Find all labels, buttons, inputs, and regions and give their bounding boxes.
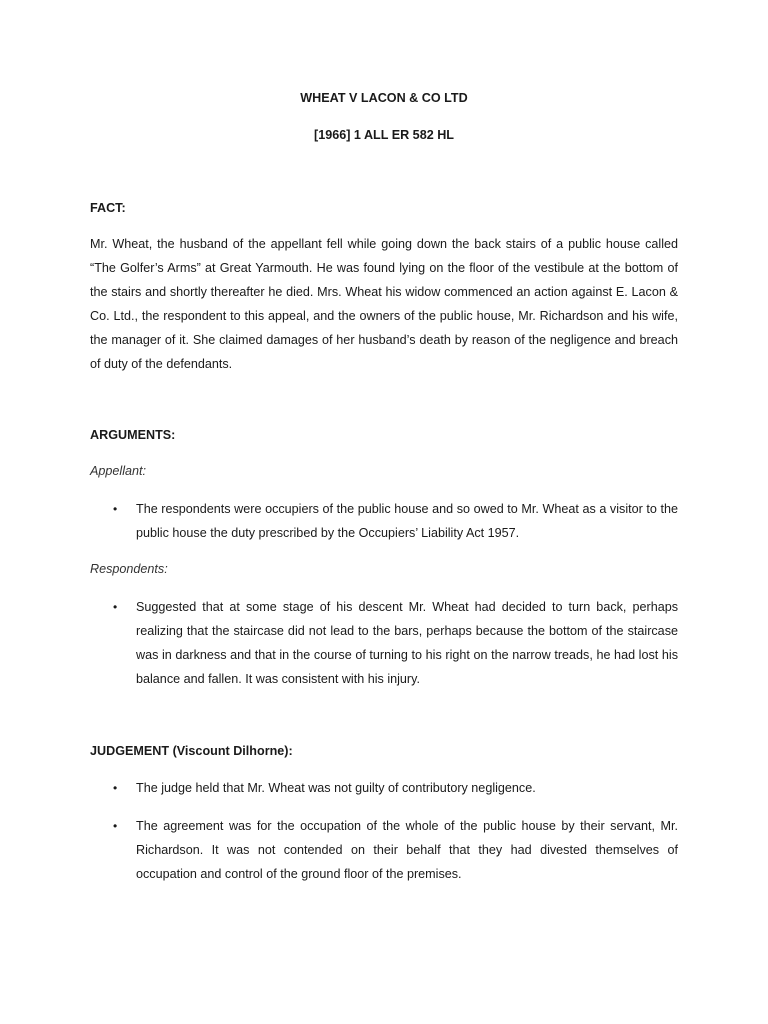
appellant-point: The respondents were occupiers of the public house and so owed to Mr. Wheat as a visitor to the public house the duty prescribed by the Occupiers’ Liability Act 1957. <box>136 502 678 540</box>
bullet-icon: • <box>113 502 118 516</box>
case-title: WHEAT V LACON & CO LTD <box>300 91 468 105</box>
respondents-point: Suggested that at some stage of his descent Mr. Wheat had decided to turn back, perhaps realizing that the staircase did not lead to the bars, perhaps because the bottom of the staircase was in darkness and that in the course of turning to his right on the narrow treads, he had lost his balance and fallen. It was consistent with his injury. <box>136 600 678 686</box>
fact-paragraph: Mr. Wheat, the husband of the appellant fell while going down the back stairs of a public house called “The Golfer’s Arms” at Great Yarmouth. He was found lying on the floor of the vestibule at the bottom of the stairs and shortly thereafter he died. Mrs. Wheat his widow commenced an action against E. Lacon & Co. Ltd., the respondent to this appeal, and the owners of the public house, Mr. Richardson and his wife, the manager of it. She claimed damages of her husband’s death by reason of the negligence and breach of duty of the defendants. <box>90 237 678 371</box>
respondents-label: Respondents: <box>90 562 168 576</box>
bullet-icon: • <box>113 819 118 833</box>
judgement-heading: JUDGEMENT (Viscount Dilhorne): <box>90 744 293 758</box>
list-item <box>90 776 678 800</box>
list-item <box>90 595 678 691</box>
arguments-heading: ARGUMENTS: <box>90 428 176 442</box>
bullet-icon: • <box>113 600 118 614</box>
bullet-icon: • <box>113 781 118 795</box>
list-item <box>90 814 678 886</box>
judgement-point: The agreement was for the occupation of the whole of the public house by their servant, Mr. Richardson. It was not contended on their behalf that they had divested themselves of occupation and control of the ground floor of the premises. <box>136 819 678 881</box>
judgement-point: The judge held that Mr. Wheat was not guilty of contributory negligence. <box>136 781 536 795</box>
case-citation: [1966] 1 ALL ER 582 HL <box>314 128 454 142</box>
list-item <box>90 497 678 545</box>
appellant-label: Appellant: <box>90 464 147 478</box>
fact-heading: FACT: <box>90 201 126 215</box>
